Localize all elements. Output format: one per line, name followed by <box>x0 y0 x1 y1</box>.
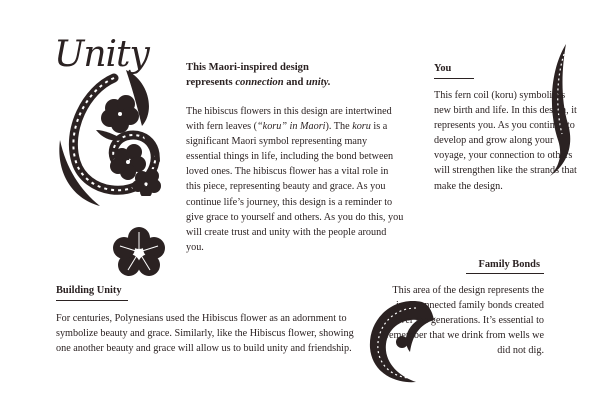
intro-heading-line1: This Maori-inspired design <box>186 62 309 73</box>
hibiscus-flower-icon <box>112 226 166 278</box>
intro-paragraph <box>186 104 404 255</box>
intro-heading <box>186 60 404 90</box>
unity-script-word: Unity <box>54 34 149 75</box>
intro-text-part1: The hibiscus flowers in this design are intertwined with fern leaves ( <box>186 106 392 133</box>
hibiscus-cluster-icon <box>84 86 164 196</box>
family-bonds-paragraph: This area of the design represents the interconnected family bonds created over the generations. It’s essential to remember that we drink from wells we did not dig. <box>385 285 544 357</box>
intro-koru-quote: “koru” in Maori <box>257 121 326 133</box>
intro-heading-line2 <box>186 75 404 90</box>
you-heading: You <box>434 63 452 74</box>
intro-heading-emphasis-unity: unity. <box>306 77 331 88</box>
building-unity-underline <box>56 300 128 301</box>
you-paragraph: This fern coil (koru) symbolizes new birth and life. In this design, it represents you. As you continue to develop and grow along your voyage, your connection to others will strengthen like the strands that make the design. <box>434 90 577 192</box>
intro-heading-emphasis-connection: connection <box>235 77 284 88</box>
intro-heading-text-c: and <box>283 77 306 88</box>
building-unity-paragraph: For centuries, Polynesians used the Hibiscus flower as an adornment to symbolize beauty and grace. Similarly, like the Hibiscus flower, showing one another beauty and grace will allow us to build unity and friendship. <box>56 313 354 355</box>
family-bonds-heading: Family Bonds <box>478 259 540 270</box>
building-unity-heading: Building Unity <box>56 285 122 296</box>
intro-text-part3: is a significant Maori symbol representing many essential things in life, including the bond between loved ones. The hibiscus flower has a vital role in this piece, representing beauty and grace. As you continue life’s journey, this design is a reminder to give grace to yourself and others. As you do this, you will create trust and unity with the people around you. <box>186 121 404 253</box>
you-heading-underline <box>434 78 474 79</box>
intro-text-part2: ). The <box>325 121 353 133</box>
intro-koru-term: koru <box>352 121 371 133</box>
family-bonds-underline <box>466 273 544 274</box>
intro-heading-text-a: represents <box>186 77 236 88</box>
